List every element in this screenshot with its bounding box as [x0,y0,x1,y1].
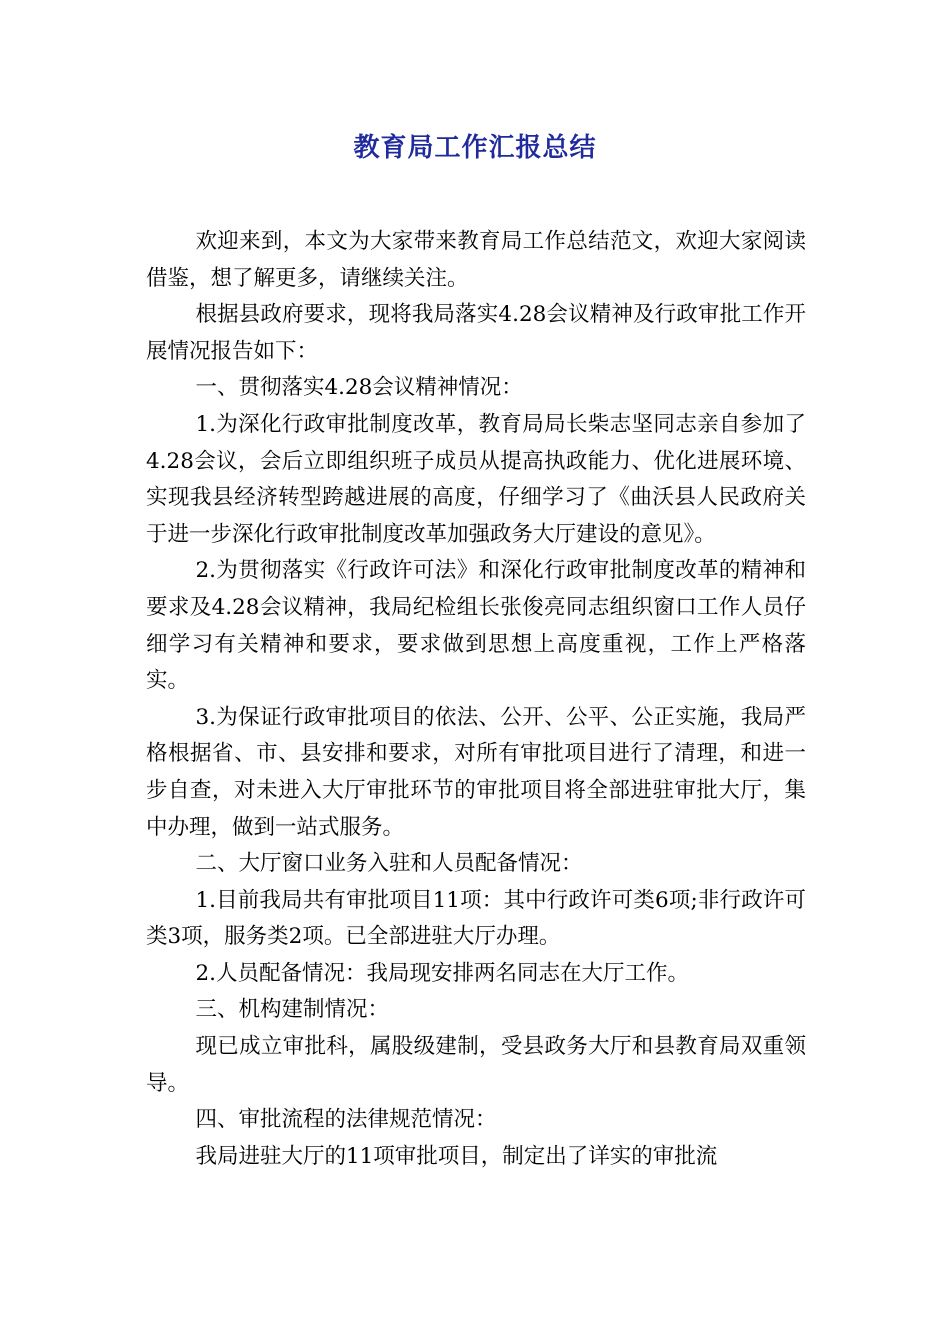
section-heading-2: 二、大厅窗口业务入驻和人员配备情况： [195,851,583,877]
document-title: 教育局工作汇报总结 [353,133,597,163]
paragraph-4-1: 我局进驻大厅的11项审批项目，制定出了详实的审批流 [195,1143,718,1169]
paragraph-2-2: 2.人员配备情况：我局现安排两名同志在大厅工作。 [195,960,689,986]
paragraph-1-2: 2.为贯彻落实《行政许可法》和深化行政审批制度改革的精神和要求及4.28会议精神，我局纪检组长张俊亮同志组织窗口工作人员仔细学习有关精神和要求，要求做到思想上高度重视，工作上严格落实。 [146,558,806,694]
paragraph-2-1: 1.目前我局共有审批项目11项：其中行政许可类6项;非行政许可类3项，服务类2项。已全部进驻大厅办理。 [146,887,806,950]
document-body [146,224,806,1175]
section-heading-4: 四、审批流程的法律规范情况： [195,1107,497,1133]
paragraph-1-1: 1.为深化行政审批制度改革，教育局局长柴志坚同志亲自参加了4.28会议，会后立即组织班子成员从提高执政能力、优化进展环境、实现我县经济转型跨越进展的高度，仔细学习了《曲沃县人民政府关于进一步深化行政审批制度改革加强政务大厅建设的意见》。 [146,411,806,547]
section-heading-1: 一、贯彻落实4.28会议精神情况： [195,375,523,401]
paragraph-3-1: 现已成立审批科，属股级建制，受县政务大厅和县教育局双重领导。 [146,1034,806,1096]
paragraph-intro: 欢迎来到，本文为大家带来教育局工作总结范文，欢迎大家阅读借鉴，想了解更多，请继续关注。 [146,229,806,291]
section-heading-3: 三、机构建制情况： [195,997,389,1023]
paragraph-1-3: 3.为保证行政审批项目的依法、公开、公平、公正实施，我局严格根据省、市、县安排和要求，对所有审批项目进行了清理，和进一步自查，对未进入大厅审批环节的审批项目将全部进驻审批大厅，集中办理，做到一站式服务。 [146,704,806,840]
paragraph-report-lead: 根据县政府要求，现将我局落实4.28会议精神及行政审批工作开展情况报告如下： [146,302,806,364]
